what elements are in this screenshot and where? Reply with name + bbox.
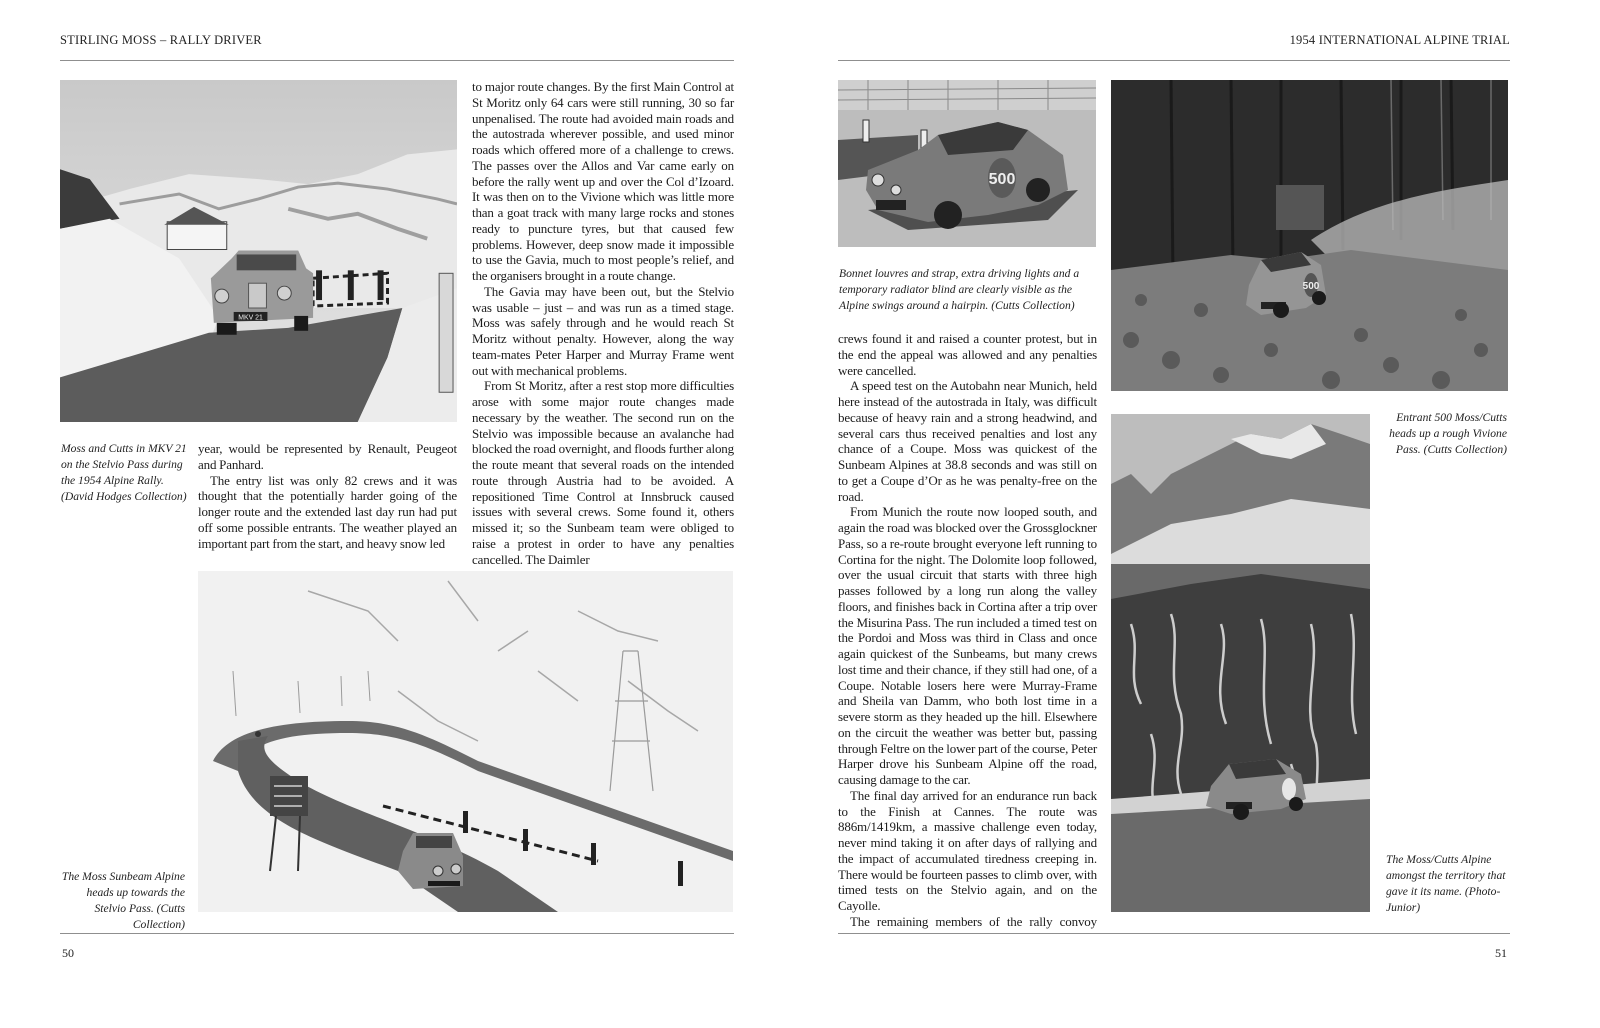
body-paragraph: crews found it and raised a counter protest, but in the end the appeal was allowed and any penalties were cancelled. — [838, 331, 1097, 378]
body-column-left-1 — [198, 441, 457, 551]
page-number-left: 50 — [62, 946, 74, 960]
stelvio-hairpin-photo — [198, 571, 733, 912]
body-paragraph: The remaining members of the rally convoy — [850, 913, 1097, 929]
photo-caption-stelvio-mkv21: Moss and Cutts in MKV 21 on the Stelvio Pass during the 1954 Alpine Rally. (David Hodges Collection) — [61, 442, 187, 503]
header-rule-right — [838, 60, 1510, 61]
footer-rule-left — [60, 933, 734, 934]
body-column-right-1 — [838, 331, 1097, 930]
running-head-right: 1954 INTERNATIONAL ALPINE TRIAL — [1289, 33, 1510, 47]
hairpin-500-photo — [838, 80, 1096, 247]
body-paragraph: The entry list was only 82 crews and it was thought that the potentially harder going of the longer route and the extended last day run had put off some possible entrants. The weather played an important part from the start, and heavy snow led — [198, 472, 457, 551]
rally-number-text: 500 — [1302, 281, 1320, 292]
running-head-left: STIRLING MOSS – RALLY DRIVER — [60, 33, 262, 47]
photo-caption-dolomites: The Moss/Cutts Alpine amongst the territory that gave it its name. (Photo-Junior) — [1386, 853, 1506, 914]
body-paragraph: year, would be represented by Renault, Peugeot and Panhard. — [198, 441, 457, 472]
header-rule-left — [60, 60, 734, 61]
page-number-right: 51 — [1495, 946, 1507, 960]
body-paragraph: A speed test on the Autobahn near Munich, held here instead of the autostrada in Italy, was difficult because of heavy rain and a strong headwind, and several cars thus received penalties and lost any chance of a Coupe. Moss was quickest of the Sunbeam Alpines at 38.8 seconds and was still on to get a Coupe d’Or as he was penalty-free on the road. — [838, 378, 1097, 504]
body-column-left-2 — [472, 79, 734, 567]
photo-caption-vivione: Entrant 500 Moss/Cutts heads up a rough Vivione Pass. (Cutts Collection) — [1389, 411, 1507, 456]
body-paragraph: The final day arrived for an endurance run back to the Finish at Cannes. The route was 886m/1419km, a massive challenge even today, never mind taking it on after days of rallying and the impact of accumulated tiredness creeping in. There would be fourteen passes to climb over, with timed tests on the Stelvio again, and on the Cayolle. — [838, 787, 1097, 913]
photo-caption-hairpin: Bonnet louvres and strap, extra driving lights and a temporary radiator blind are clearly visible as the Alpine swings around a hairpin. (Cutts Collection) — [839, 267, 1080, 312]
stelvio-pass-mkv21-photo — [60, 80, 457, 422]
body-paragraph: From St Moritz, after a rest stop more difficulties arose with some major route changes made necessary by the weather. The second run on the Stelvio was impossible because an avalanche had blocked the road overnight, and floods further along the route meant that several roads on the intended route through Austria had to be avoided. A repositioned Time Control at Innsbruck caused issues with several crews. Some found it, others missed it; so the Sunbeam team were obliged to raise a protest in order to have any penalties cancelled. The Daimler — [472, 378, 734, 567]
rally-number-text: 500 — [988, 171, 1016, 188]
footer-rule-right — [838, 933, 1510, 934]
body-paragraph: to major route changes. By the first Main Control at St Moritz only 64 cars were still running, 30 so far unpenalised. The route had avoided main roads and the autostrada wherever possible, and used minor roads which offered more of a challenge to crews. The passes over the Allos and Var came early on before the rally went up and over the Col d’Izoard. It was then on to the Vivione which was little more than a goat track with many large rocks and stones ready to puncture tyres, but that caused few problems. However, deep snow made it impossible to use the Gavia, much to most people’s relief, and the organisers brought in a route change. — [472, 79, 734, 283]
body-paragraph: The Gavia may have been out, but the Stelvio was usable – just – and was run as a timed stage. Moss was safely through and he would reach St Moritz without penalty. However, along the way team-mates Peter Harper and Murray Frame went out with mechanical problems. — [472, 283, 734, 378]
dolomites-photo — [1111, 414, 1370, 912]
vivione-pass-photo — [1111, 80, 1508, 391]
photo-caption-stelvio-hairpin: The Moss Sunbeam Alpine heads up towards the Stelvio Pass. (Cutts Collection) — [61, 870, 185, 931]
body-paragraph: From Munich the route now looped south, and again the road was blocked over the Grossglockner Pass, so a re-route brought everyone left running to Cortina for the night. The Dolomite loop followed, over the usual circuit that starts with three high passes followed by a long run along the valley floors, and finishes back in Cortina after a trip over the Misurina Pass. The run included a timed test on the Pordoi and Moss was third in Class and once again quickest of the Sunbeams, but many crews lost time and their chance, if they still had one, of a Coupe. Notable losers here were Murray-Frame and Sheila van Damm, who both lost time in a severe storm as they headed up the hill. Elsewhere on the circuit the weather was better but, passing through Feltre on the lower part of the course, Peter Harper drove his Sunbeam Alpine off the road, causing damage to the car. — [838, 504, 1097, 787]
license-plate-text: MKV 21 — [238, 314, 263, 322]
